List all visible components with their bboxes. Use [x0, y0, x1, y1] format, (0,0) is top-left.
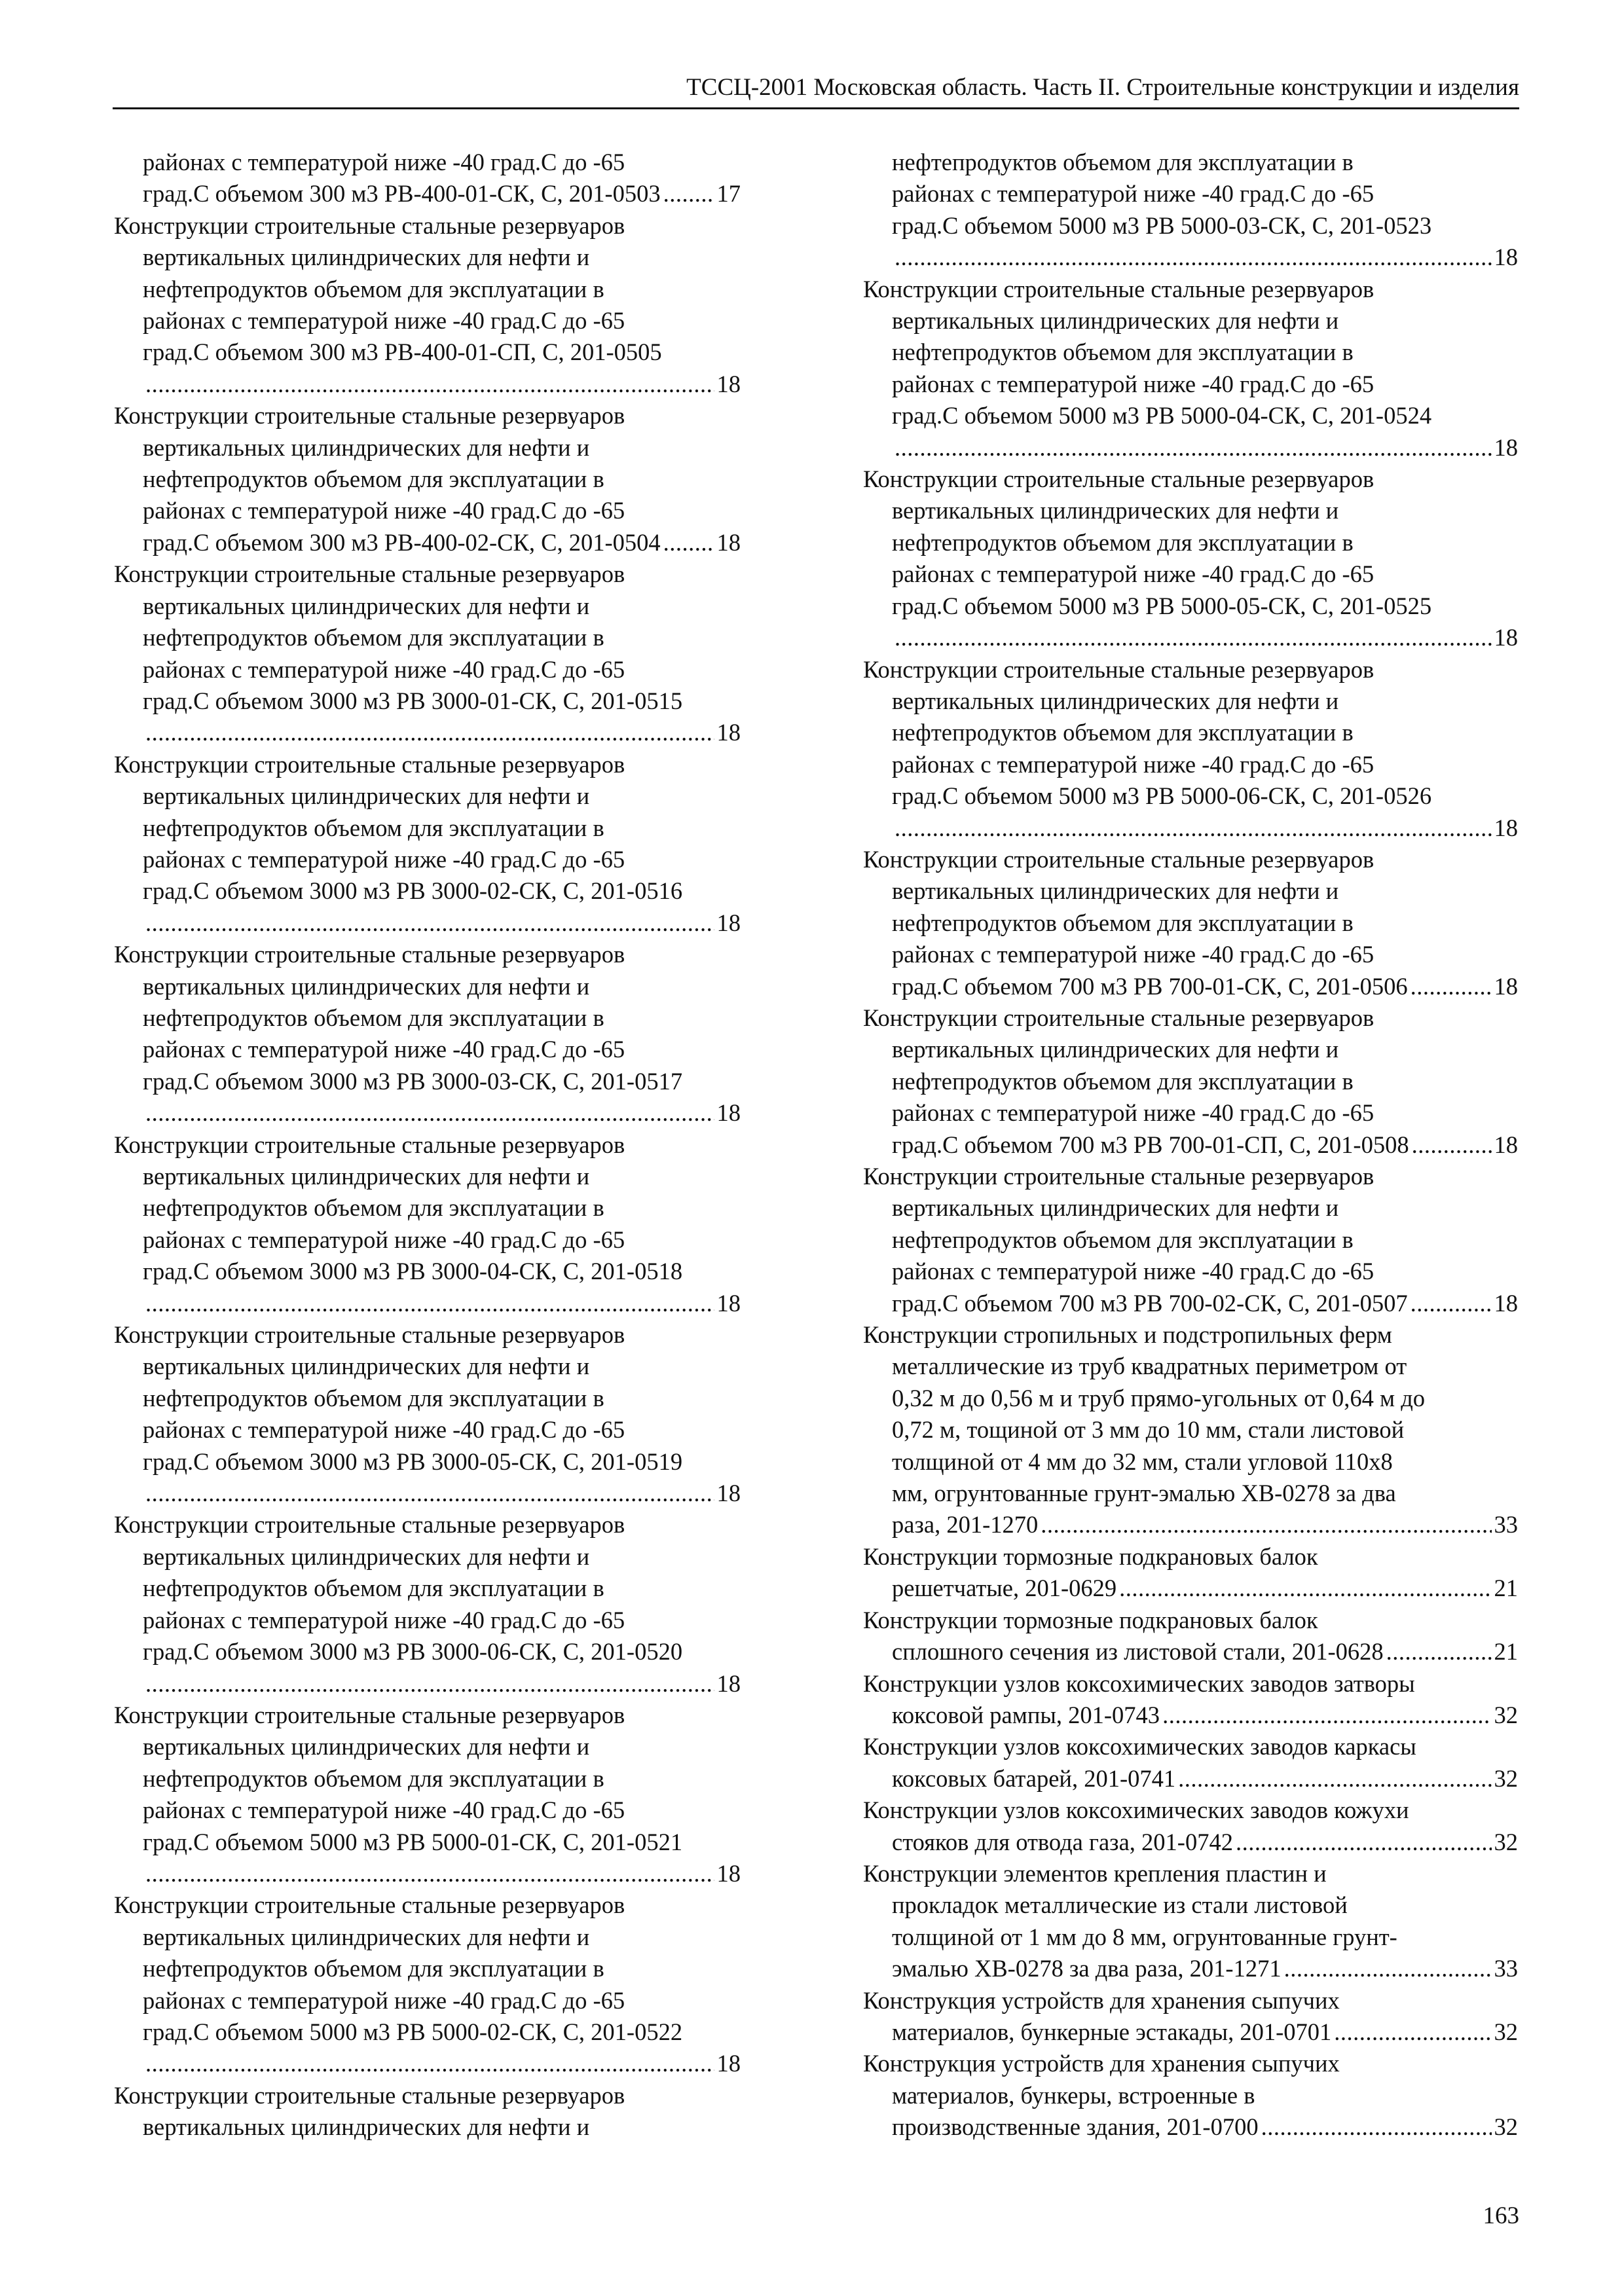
- entry-text: град.С объемом 300 м3 РВ-400-02-СК, С, 201-0504: [143, 528, 661, 556]
- entry-text: град.С объемом 700 м3 РВ 700-01-СК, С, 201-0506: [892, 972, 1408, 1000]
- index-entry: [863, 844, 1518, 1002]
- index-entry: [114, 1129, 741, 1319]
- entry-text: Конструкции строительные стальные резервуаров: [114, 1701, 625, 1728]
- index-entry-last-line: [863, 971, 1518, 1002]
- entry-text: районах с температурой ниже -40 град.С до -65: [892, 1099, 1375, 1127]
- entry-text: вертикальных цилиндрических для нефти и: [143, 433, 590, 461]
- index-entry-last-line: [863, 1827, 1518, 1858]
- entry-text: Конструкции строительные стальные резервуаров: [863, 465, 1375, 493]
- entry-text: нефтепродуктов объемом для эксплуатации в: [892, 909, 1354, 936]
- entry-text: вертикальных цилиндрических для нефти и: [143, 1353, 590, 1380]
- index-entry: [863, 1319, 1518, 1541]
- entry-text: прокладок металлические из стали листовой: [892, 1891, 1348, 1919]
- entry-text: Конструкции строительные стальные резервуаров: [863, 275, 1375, 302]
- entry-text: град.С объемом 5000 м3 РВ 5000-01-СК, С, 201-0521: [143, 1828, 683, 1855]
- entry-text: вертикальных цилиндрических для нефти и: [143, 782, 590, 810]
- entry-text: Конструкции узлов коксохимических заводов каркасы: [863, 1733, 1416, 1760]
- entry-text: Конструкции строительные стальные резервуаров: [863, 1163, 1375, 1190]
- index-entry: [114, 939, 741, 1129]
- entry-text: районах с температурой ниже -40 град.С до -65: [143, 497, 625, 524]
- leader-line: [114, 1858, 741, 1889]
- entry-text: районах с температурой ниже -40 град.С до -65: [143, 1416, 625, 1444]
- entry-text: Конструкции строительные стальные резервуаров: [114, 1891, 625, 1919]
- entry-text: Конструкции узлов коксохимических заводов кожухи: [863, 1796, 1409, 1824]
- dot-leader: [145, 717, 714, 748]
- entry-page-ref: 18: [1494, 972, 1518, 1000]
- dot-leader: [1412, 1129, 1492, 1161]
- page-number: 163: [1483, 2202, 1519, 2229]
- entry-text: металлические из труб квадратных периметром от: [892, 1353, 1407, 1380]
- index-entry: [863, 1541, 1518, 1605]
- dot-leader: [1178, 1763, 1491, 1795]
- index-entry: [863, 1795, 1518, 1858]
- dot-leader: [1284, 1953, 1492, 1984]
- entry-text: районах с температурой ниже -40 град.С до -65: [143, 1226, 625, 1253]
- index-entry: [863, 1858, 1518, 1985]
- entry-text: Конструкции строительные стальные резервуаров: [114, 1131, 625, 1158]
- dot-leader: [145, 907, 714, 939]
- dot-leader: [145, 1668, 714, 1700]
- dot-leader: [145, 369, 714, 400]
- entry-page-ref: 18: [716, 1289, 741, 1317]
- dot-leader: [663, 178, 714, 210]
- index-entry: [863, 1731, 1518, 1795]
- entry-text: нефтепродуктов объемом для эксплуатации в: [143, 1764, 604, 1792]
- entry-text: град.С объемом 3000 м3 РВ 3000-05-СК, С, 201-0519: [143, 1448, 683, 1475]
- dot-leader: [1236, 1827, 1492, 1858]
- entry-text: град.С объемом 300 м3 РВ-400-01-СП, С, 201-0505: [143, 338, 662, 366]
- entry-page-ref: 18: [716, 719, 741, 746]
- index-entry-last-line: [863, 1763, 1518, 1795]
- entry-page-ref: 32: [1494, 1828, 1518, 1855]
- index-entry: [863, 1668, 1518, 1732]
- index-entry-last-line: [114, 527, 741, 558]
- entry-text: вертикальных цилиндрических для нефти и: [892, 1036, 1339, 1063]
- entry-page-ref: 18: [716, 1480, 741, 1507]
- entry-page-ref: 32: [1494, 2018, 1518, 2045]
- entry-text: 0,72 м, тощиной от 3 мм до 10 мм, стали листовой: [892, 1416, 1405, 1444]
- dot-leader: [895, 432, 1492, 464]
- leader-line: [114, 907, 741, 939]
- entry-text: нефтепродуктов объемом для эксплуатации в: [143, 1575, 604, 1602]
- entry-text: районах с температурой ниже -40 град.С до -65: [892, 370, 1375, 397]
- entry-text: вертикальных цилиндрических для нефти и: [143, 2113, 590, 2141]
- entry-text: Конструкция устройств для хранения сыпучих: [863, 1986, 1340, 2014]
- entry-page-ref: 18: [1494, 1289, 1518, 1317]
- entry-text: вертикальных цилиндрических для нефти и: [143, 1163, 590, 1190]
- dot-leader: [145, 1858, 714, 1889]
- entry-text: материалов, бункерные эстакады, 201-0701: [892, 2018, 1332, 2045]
- entry-text: нефтепродуктов объемом для эксплуатации в: [892, 528, 1354, 556]
- entry-text: Конструкции строительные стальные резервуаров: [863, 655, 1375, 683]
- dot-leader: [895, 242, 1492, 273]
- entry-text: Конструкции тормозные подкрановых балок: [863, 1606, 1318, 1633]
- index-entry: [863, 654, 1518, 844]
- entry-text: Конструкции тормозные подкрановых балок: [863, 1542, 1318, 1570]
- entry-text: районах с температурой ниже -40 град.С до -65: [892, 1258, 1375, 1285]
- entry-page-ref: 33: [1494, 1955, 1518, 1982]
- entry-page-ref: 18: [1494, 814, 1518, 841]
- index-column-right: [863, 147, 1518, 2143]
- entry-text: нефтепродуктов объемом для эксплуатации в: [143, 1955, 604, 1982]
- entry-text: нефтепродуктов объемом для эксплуатации в: [143, 1004, 604, 1031]
- index-entry: [863, 274, 1518, 464]
- leader-line: [114, 1288, 741, 1319]
- entry-text: мм, огрунтованные грунт-эмалью ХВ-0278 за два: [892, 1480, 1396, 1507]
- entry-text: Конструкции строительные стальные резервуаров: [863, 845, 1375, 873]
- entry-page-ref: 18: [716, 1099, 741, 1127]
- index-entry-last-line: [863, 1288, 1518, 1319]
- index-entry: [863, 1605, 1518, 1668]
- index-entry-last-line: [863, 1573, 1518, 1604]
- entry-text: град.С объемом 5000 м3 РВ 5000-06-СК, С, 201-0526: [892, 782, 1432, 810]
- header-title: ТССЦ-2001 Московская область. Часть II. Строительные конструкции и изделия: [686, 74, 1519, 101]
- index-entry: [114, 1509, 741, 1699]
- dot-leader: [1119, 1573, 1491, 1604]
- entry-page-ref: 18: [716, 1669, 741, 1697]
- index-column-left: [114, 147, 741, 2143]
- index-entry-last-line: [863, 1700, 1518, 1731]
- index-entry-last-line: [863, 1129, 1518, 1161]
- index-entry: [114, 147, 741, 210]
- dot-leader: [1162, 1700, 1491, 1731]
- entry-text: Конструкции строительные стальные резервуаров: [114, 1511, 625, 1539]
- entry-text: вертикальных цилиндрических для нефти и: [892, 307, 1339, 335]
- entry-text: град.С объемом 700 м3 РВ 700-02-СК, С, 201-0507: [892, 1289, 1408, 1317]
- entry-page-ref: 18: [1494, 244, 1518, 271]
- entry-page-ref: 18: [716, 909, 741, 936]
- entry-text: Конструкции элементов крепления пластин и: [863, 1859, 1327, 1887]
- leader-line: [863, 432, 1518, 464]
- index-entry: [114, 1889, 741, 2079]
- entry-text: Конструкции строительные стальные резервуаров: [114, 560, 625, 588]
- entry-text: районах с температурой ниже -40 град.С до -65: [143, 845, 625, 873]
- entry-text: материалов, бункеры, встроенные в: [892, 2081, 1255, 2109]
- dot-leader: [1386, 1636, 1492, 1667]
- entry-text: Конструкции строительные стальные резервуаров: [114, 941, 625, 968]
- index-entry: [114, 558, 741, 748]
- dot-leader: [1334, 2016, 1491, 2048]
- entry-text: 0,32 м до 0,56 м и труб прямо-угольных от 0,64 м до: [892, 1384, 1426, 1412]
- dot-leader: [145, 1288, 714, 1319]
- leader-line: [114, 1478, 741, 1509]
- entry-text: нефтепродуктов объемом для эксплуатации в: [892, 1226, 1354, 1253]
- entry-text: град.С объемом 700 м3 РВ 700-01-СП, С, 201-0508: [892, 1131, 1409, 1158]
- entry-page-ref: 18: [1494, 433, 1518, 461]
- entry-text: Конструкции строительные стальные резервуаров: [114, 211, 625, 239]
- entry-text: районах с температурой ниже -40 град.С до -65: [143, 655, 625, 683]
- entry-text: град.С объемом 300 м3 РВ-400-01-СК, С, 201-0503: [143, 180, 661, 208]
- entry-text: град.С объемом 3000 м3 РВ 3000-03-СК, С, 201-0517: [143, 1067, 683, 1095]
- entry-text: районах с температурой ниже -40 град.С до -65: [143, 307, 625, 335]
- entry-text: эмалью ХВ-0278 за два раза, 201-1271: [892, 1955, 1282, 1982]
- entry-page-ref: 32: [1494, 1701, 1518, 1728]
- entry-text: вертикальных цилиндрических для нефти и: [143, 592, 590, 619]
- entry-page-ref: 18: [716, 370, 741, 397]
- entry-page-ref: 21: [1494, 1638, 1518, 1666]
- entry-text: нефтепродуктов объемом для эксплуатации в: [143, 814, 604, 841]
- entry-text: Конструкции строительные стальные резервуаров: [114, 1321, 625, 1349]
- dot-leader: [663, 527, 714, 558]
- entry-text: толщиной от 4 мм до 32 мм, стали угловой 110х8: [892, 1448, 1393, 1475]
- leader-line: [114, 717, 741, 748]
- entry-text: решетчатые, 201-0629: [892, 1575, 1117, 1602]
- dot-leader: [895, 622, 1492, 653]
- entry-text: нефтепродуктов объемом для эксплуатации в: [143, 275, 604, 302]
- entry-text: вертикальных цилиндрических для нефти и: [143, 1542, 590, 1570]
- dot-leader: [1261, 2111, 1492, 2143]
- index-entry: [863, 2048, 1518, 2143]
- entry-text: районах с температурой ниже -40 град.С до -65: [143, 1986, 625, 2014]
- entry-text: вертикальных цилиндрических для нефти и: [892, 877, 1339, 905]
- entry-text: нефтепродуктов объемом для эксплуатации в: [892, 149, 1354, 175]
- entry-text: вертикальных цилиндрических для нефти и: [892, 497, 1339, 524]
- entry-text: Конструкции строительные стальные резервуаров: [114, 402, 625, 429]
- dot-leader: [1041, 1509, 1491, 1540]
- entry-text: вертикальных цилиндрических для нефти и: [143, 972, 590, 1000]
- entry-text: град.С объемом 3000 м3 РВ 3000-02-СК, С, 201-0516: [143, 877, 683, 905]
- entry-text: районах с температурой ниже -40 град.С до -65: [143, 1796, 625, 1824]
- dot-leader: [145, 2048, 714, 2079]
- entry-text: град.С объемом 5000 м3 РВ 5000-05-СК, С, 201-0525: [892, 592, 1432, 619]
- dot-leader: [145, 1097, 714, 1129]
- entry-text: Конструкции стропильных и подстропильных ферм: [863, 1321, 1392, 1349]
- index-entry: [863, 147, 1518, 274]
- leader-line: [114, 369, 741, 400]
- entry-text: Конструкция устройств для хранения сыпучих: [863, 2050, 1340, 2077]
- leader-line: [863, 242, 1518, 273]
- leader-line: [114, 2048, 741, 2079]
- entry-page-ref: 18: [716, 1859, 741, 1887]
- entry-text: град.С объемом 3000 м3 РВ 3000-01-СК, С, 201-0515: [143, 687, 683, 714]
- index-entry: [114, 749, 741, 939]
- entry-page-ref: 17: [716, 180, 741, 208]
- leader-line: [863, 622, 1518, 653]
- index-entry-last-line: [863, 2111, 1518, 2143]
- index-entry: [863, 464, 1518, 653]
- entry-text: град.С объемом 5000 м3 РВ 5000-03-СК, С, 201-0523: [892, 211, 1432, 239]
- leader-line: [863, 812, 1518, 844]
- entry-text: нефтепродуктов объемом для эксплуатации в: [143, 1384, 604, 1412]
- entry-text: град.С объемом 5000 м3 РВ 5000-04-СК, С, 201-0524: [892, 402, 1432, 429]
- entry-text: районах с температурой ниже -40 град.С до -65: [143, 1606, 625, 1633]
- entry-text: раза, 201-1270: [892, 1511, 1039, 1539]
- entry-text: град.С объемом 3000 м3 РВ 3000-04-СК, С, 201-0518: [143, 1258, 683, 1285]
- entry-page-ref: 32: [1494, 1764, 1518, 1792]
- index-entry: [863, 1002, 1518, 1161]
- entry-text: вертикальных цилиндрических для нефти и: [143, 244, 590, 271]
- entry-text: град.С объемом 3000 м3 РВ 3000-06-СК, С, 201-0520: [143, 1638, 683, 1666]
- entry-text: районах с температурой ниже -40 град.С до -65: [143, 149, 625, 175]
- entry-page-ref: 21: [1494, 1575, 1518, 1602]
- entry-text: Конструкции строительные стальные резервуаров: [114, 750, 625, 778]
- entry-page-ref: 18: [716, 2050, 741, 2077]
- index-entry: [114, 2080, 741, 2143]
- entry-text: коксовых батарей, 201-0741: [892, 1764, 1176, 1792]
- entry-page-ref: 33: [1494, 1511, 1518, 1539]
- entry-text: нефтепродуктов объемом для эксплуатации в: [143, 624, 604, 651]
- entry-text: районах с температурой ниже -40 град.С до -65: [892, 180, 1375, 208]
- entry-text: районах с температурой ниже -40 град.С до -65: [143, 1036, 625, 1063]
- dot-leader: [1411, 1288, 1492, 1319]
- dot-leader: [145, 1478, 714, 1509]
- entry-text: Конструкции узлов коксохимических заводов затворы: [863, 1669, 1415, 1697]
- dot-leader: [1411, 971, 1492, 1002]
- entry-text: толщиной от 1 мм до 8 мм, огрунтованные грунт-: [892, 1923, 1397, 1950]
- running-header: [113, 71, 1519, 109]
- index-entry: [114, 210, 741, 400]
- entry-text: вертикальных цилиндрических для нефти и: [892, 687, 1339, 714]
- index-entry: [114, 1319, 741, 1509]
- entry-text: районах с температурой ниже -40 град.С до -65: [892, 560, 1375, 588]
- entry-text: град.С объемом 5000 м3 РВ 5000-02-СК, С, 201-0522: [143, 2018, 683, 2045]
- index-entry-last-line: [863, 1953, 1518, 1984]
- entry-text: Конструкции строительные стальные резервуаров: [114, 2081, 625, 2109]
- index-entry: [863, 1985, 1518, 2049]
- index-entry-last-line: [863, 1509, 1518, 1540]
- entry-text: коксовой рампы, 201-0743: [892, 1701, 1160, 1728]
- entry-text: нефтепродуктов объемом для эксплуатации в: [143, 1194, 604, 1222]
- entry-text: производственные здания, 201-0700: [892, 2113, 1259, 2141]
- entry-text: районах с температурой ниже -40 град.С до -65: [892, 941, 1375, 968]
- entry-text: вертикальных цилиндрических для нефти и: [143, 1923, 590, 1950]
- index-entry-last-line: [863, 1636, 1518, 1667]
- leader-line: [114, 1668, 741, 1700]
- entry-text: нефтепродуктов объемом для эксплуатации в: [892, 338, 1354, 366]
- index-entry: [863, 1161, 1518, 1319]
- entry-text: районах с температурой ниже -40 град.С до -65: [892, 750, 1375, 778]
- index-entry-last-line: [863, 2016, 1518, 2048]
- entry-text: вертикальных цилиндрических для нефти и: [892, 1194, 1339, 1222]
- entry-text: стояков для отвода газа, 201-0742: [892, 1828, 1233, 1855]
- entry-page-ref: 18: [1494, 624, 1518, 651]
- entry-page-ref: 18: [716, 528, 741, 556]
- leader-line: [114, 1097, 741, 1129]
- entry-page-ref: 18: [1494, 1131, 1518, 1158]
- entry-text: Конструкции строительные стальные резервуаров: [863, 1004, 1375, 1031]
- entry-text: нефтепродуктов объемом для эксплуатации в: [892, 1067, 1354, 1095]
- dot-leader: [895, 812, 1492, 844]
- entry-text: вертикальных цилиндрических для нефти и: [143, 1733, 590, 1760]
- index-entry-last-line: [114, 178, 741, 210]
- entry-text: сплошного сечения из листовой стали, 201-0628: [892, 1638, 1384, 1666]
- entry-page-ref: 32: [1494, 2113, 1518, 2141]
- index-entry: [114, 400, 741, 558]
- entry-text: нефтепродуктов объемом для эксплуатации в: [143, 465, 604, 493]
- entry-text: нефтепродуктов объемом для эксплуатации в: [892, 719, 1354, 746]
- index-entry: [114, 1700, 741, 1889]
